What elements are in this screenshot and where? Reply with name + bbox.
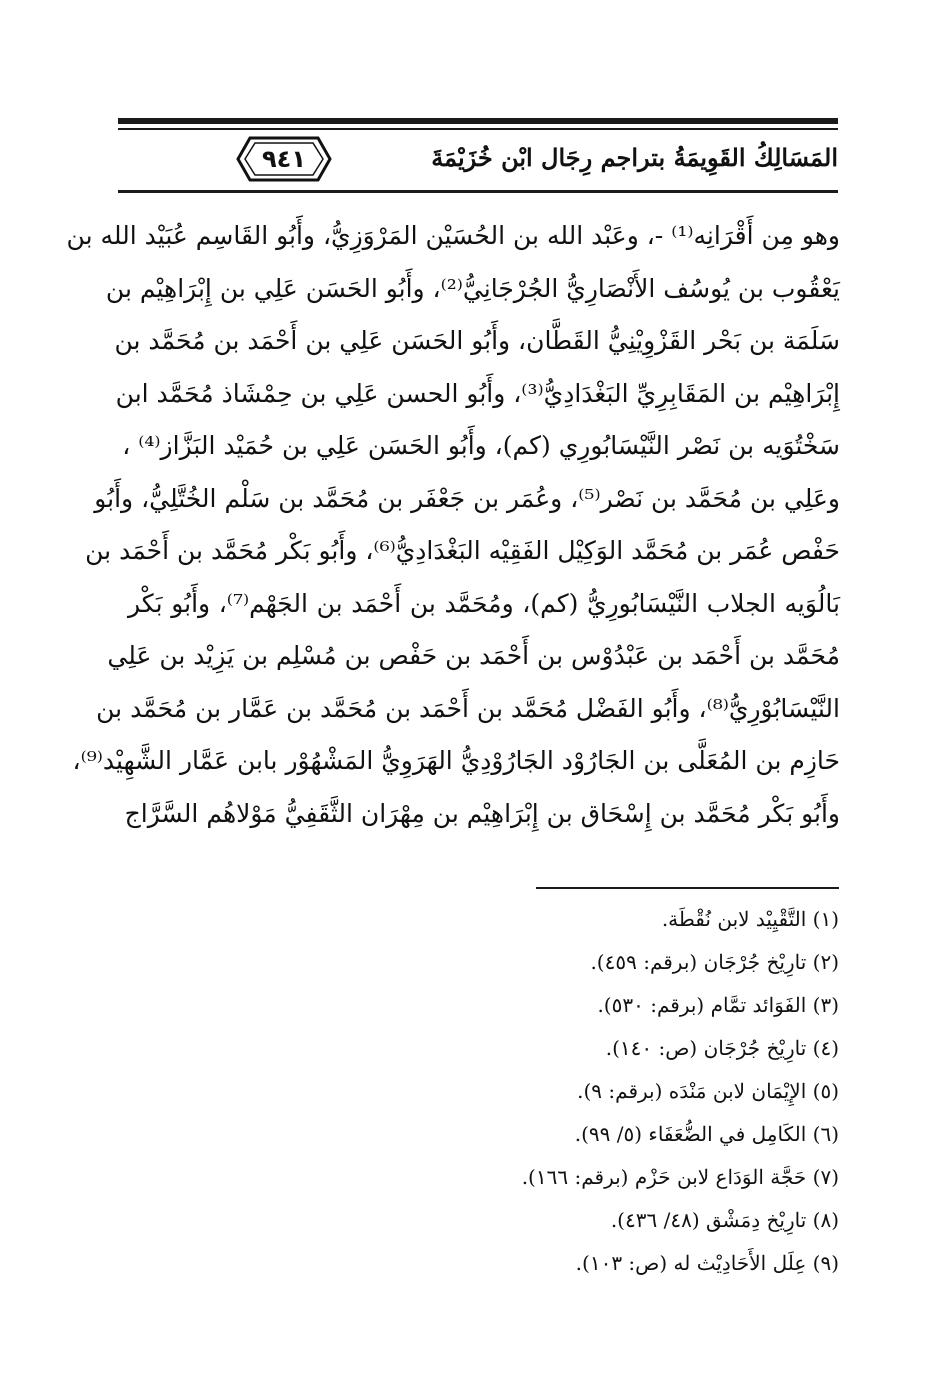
text-line: بَالُوَيه الجلاب النَّيْسَابُورِيُّ (كم)، ومُحَمَّد بن أَحْمَد بن الجَهْم⁽⁷⁾، وأَبُو بَكْر — [128, 588, 840, 618]
text-line: يَعْقُوب بن يُوسُف الأَنْصَارِيُّ الجُرْجَانِيُّ⁽²⁾، وأَبُو الحَسَن عَلِي بن إِبْرَاهِيْم بن — [105, 273, 840, 303]
header-rule-thin — [118, 128, 838, 130]
page-header — [118, 118, 838, 198]
header-rule-bottom — [118, 190, 838, 193]
running-title: المَسَالِكُ القَوِيمَةُ بتراجم رِجَال ابْن خُزَيْمَةَ — [431, 143, 838, 172]
text-line: سَلَمَة بن بَحْر القَزْوِيْنِيُّ القَطَّان، وأَبُو الحَسَن عَلِي بن أَحْمَد بن مُحَمَّد بن — [114, 326, 840, 355]
footnote-4: (٤) تارِيْخ جُرْجَان (ص: ١٤٠). — [605, 1036, 839, 1060]
footnote-2: (٢) تارِيْخ جُرْجَان (برقم: ٤٥٩). — [590, 950, 839, 974]
header-rule-thick — [118, 118, 838, 124]
footnote-3: (٣) الفَوَائد تمَّام (برقم: ٥٣٠). — [597, 993, 839, 1017]
text-line: النَّيْسَابُوْرِيُّ⁽⁸⁾، وأَبُو الفَضْل مُحَمَّد بن أَحْمَد بن مُحَمَّد بن عَمَّار بن مُحَمَّد بن — [96, 693, 840, 723]
text-line: حَفْص عُمَر بن مُحَمَّد الوَكِيْل الفَقِيْه البَغْدَادِيُّ⁽⁶⁾، وأَبُو بَكْر مُحَمَّد بن أَحْمَد بن — [85, 536, 840, 565]
footnote-5: (٥) الإِيْمَان لابن مَنْدَه (برقم: ٩). — [577, 1079, 839, 1103]
main-text-block — [66, 210, 840, 840]
text-line: وهو مِن أَقْرَانِه⁽¹⁾ -، وعَبْد الله بن الحُسَيْن المَرْوَزِيُّ، وأَبُو القَاسِم عُبَيْد الله بن — [66, 221, 840, 250]
page-number: ٩٤١ — [262, 145, 306, 173]
text-line: سَخْتُوَيه بن نَصْر النَّيْسَابُورِي (كم)، وأَبُو الحَسَن عَلِي بن حُمَيْد البَزَّاز⁽⁴⁾ ، — [122, 431, 840, 460]
text-line: وأَبُو بَكْر مُحَمَّد بن إِسْحَاق بن إِبْرَاهِيْم بن مِهْرَان الثَّقَفِيُّ مَوْلاهُم السَّرَّاج — [124, 798, 840, 828]
text-line: إِبْرَاهِيْم بن المَقَابِرِيِّ البَغْدَادِيُّ⁽³⁾، وأَبُو الحسن عَلِي بن حِمْشَاذ مُحَمَّد ابن — [115, 378, 840, 408]
text-line: حَازِم بن المُعَلَّى بن الجَارُوْد الجَارُوْدِيُّ الهَرَوِيُّ المَشْهُوْر بابن عَمَّار الشَّهِيْد⁽⁹⁾، — [72, 746, 840, 775]
footnotes-block — [279, 898, 839, 1285]
text-line: وعَلِي بن مُحَمَّد بن نَصْر⁽⁵⁾، وعُمَر بن جَعْفَر بن مُحَمَّد بن سَلْم الخُتَّلِيُّ، وأَبُو — [94, 483, 840, 513]
text-line: مُحَمَّد بن أَحْمَد بن عَبْدُوْس بن أَحْمَد بن حَفْص بن مُسْلِم بن يَزِيْد بن عَلِي — [107, 641, 840, 670]
footnote-9: (٩) عِلَل الأَحَادِيْث له (ص: ١٠٣). — [575, 1251, 839, 1275]
footnote-6: (٦) الكَامِل في الضُّعَفَاء (٥/ ٩٩). — [574, 1122, 839, 1146]
footnote-1: (١) التَّقْيِيْد لابن نُقْطَة. — [661, 907, 839, 931]
footnote-8: (٨) تارِيْخ دِمَشْق (٤٨/ ٤٣٦). — [610, 1208, 839, 1232]
footnote-separator — [536, 887, 839, 889]
footnote-7: (٧) حَجَّة الوَدَاع لابن حَزْم (برقم: ١٦٦). — [521, 1165, 839, 1189]
page-number-badge — [236, 134, 332, 184]
